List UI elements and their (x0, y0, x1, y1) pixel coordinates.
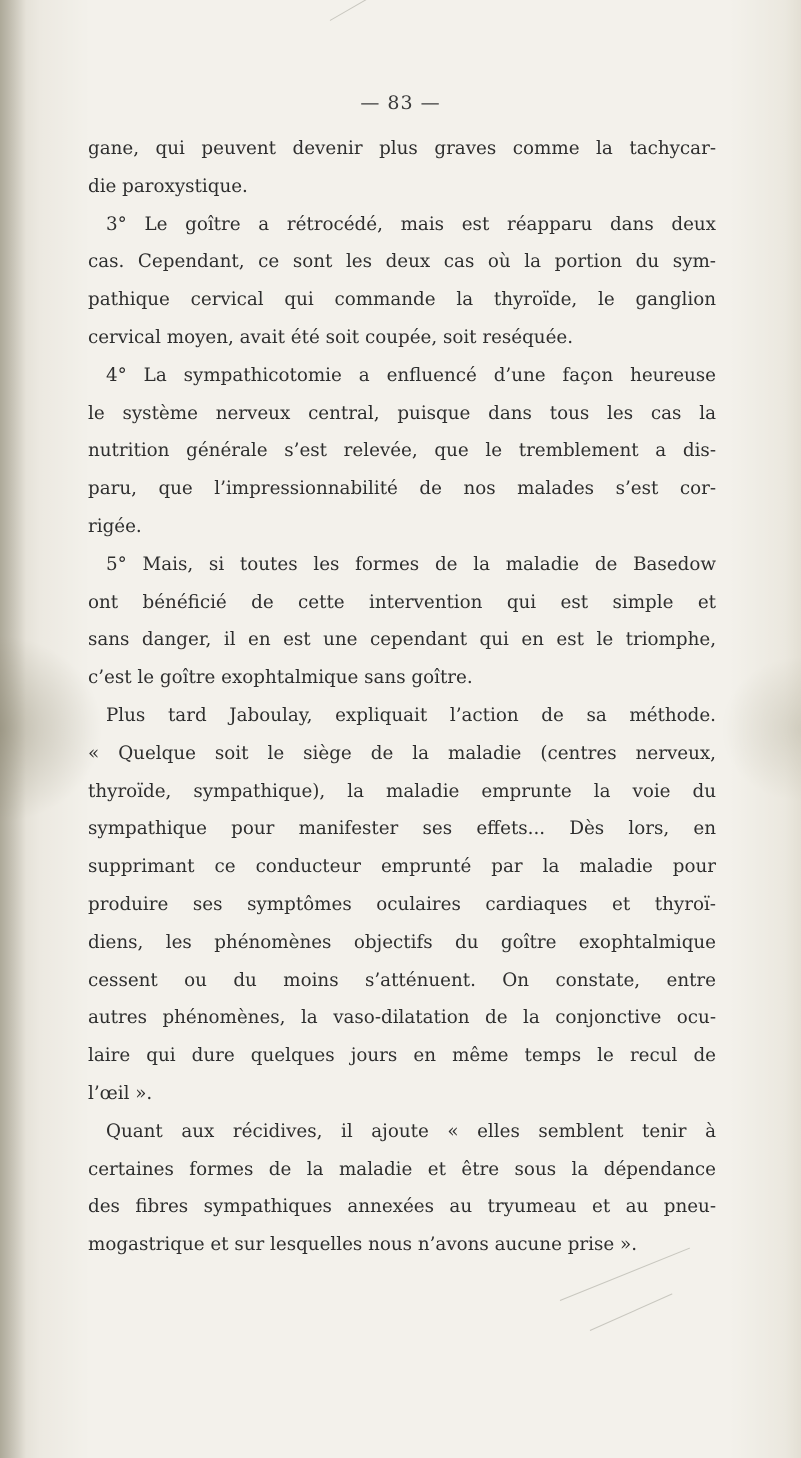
text-line: Quant aux récidives, il ajoute « elles semblent tenir à (106, 1120, 716, 1142)
text-line: cessent ou du moins s’atténuent. On constate, entre (88, 969, 716, 991)
paper-scratch (330, 0, 391, 21)
text-line: laire qui dure quelques jours en même temps le recul de (88, 1045, 716, 1067)
text-line: nutrition générale s’est relevée, que le tremblement a dis- (88, 440, 716, 462)
text-line: des fibres sympathiques annexées au tryumeau et au pneu- (88, 1196, 716, 1218)
text-line: 3° Le goître a rétrocédé, mais est réapparu dans deux (106, 213, 716, 235)
text-line: certaines formes de la maladie et être sous la dépendance (88, 1158, 716, 1180)
text-line: sans danger, il en est une cependant qui en est le triomphe, (88, 629, 716, 651)
text-line: paru, que l’impressionnabilité de nos malades s’est cor- (88, 478, 716, 500)
text-line: Plus tard Jaboulay, expliquait l’action de sa méthode. (106, 704, 716, 726)
text-line: autres phénomènes, la vaso-dilatation de la conjonctive ocu- (88, 1007, 716, 1029)
text-line: cervical moyen, avait été soit coupée, soit reséquée. (88, 326, 574, 348)
page-number: — 83 — (360, 92, 441, 114)
text-line: thyroïde, sympathique), la maladie emprunte la voie du (88, 780, 716, 802)
text-line: rigée. (88, 515, 142, 537)
text-line: 5° Mais, si toutes les formes de la maladie de Basedow (106, 553, 716, 575)
body-text (88, 130, 716, 1264)
text-line: supprimant ce conducteur emprunté par la maladie pour (88, 856, 716, 878)
text-line: le système nerveux central, puisque dans tous les cas la (88, 402, 716, 424)
text-line: c’est le goître exophtalmique sans goître. (88, 667, 473, 689)
text-line: gane, qui peuvent devenir plus graves comme la tachycar- (88, 138, 716, 159)
text-line: « Quelque soit le siège de la maladie (centres nerveux, (88, 742, 716, 764)
text-line: die paroxystique. (88, 175, 248, 197)
text-line: produire ses symptômes oculaires cardiaques et thyroï- (88, 893, 716, 915)
page-edge-shadow (0, 0, 26, 1458)
text-line: 4° La sympathicotomie a enfluencé d’une façon heureuse (106, 364, 716, 386)
text-line: cas. Cependant, ce sont les deux cas où la portion du sym- (88, 251, 716, 273)
text-line: l’œil ». (88, 1082, 153, 1104)
text-line: pathique cervical qui commande la thyroïde, le ganglion (88, 289, 716, 311)
text-line: ont bénéficié de cette intervention qui est simple et (88, 591, 716, 613)
paper-scratch (590, 1293, 673, 1331)
text-line: diens, les phénomènes objectifs du goître exophtalmique (88, 931, 716, 953)
text-line: mogastrique et sur lesquelles nous n’avons aucune prise ». (88, 1234, 638, 1256)
text-line: sympathique pour manifester ses effets... Dès lors, en (88, 818, 716, 840)
